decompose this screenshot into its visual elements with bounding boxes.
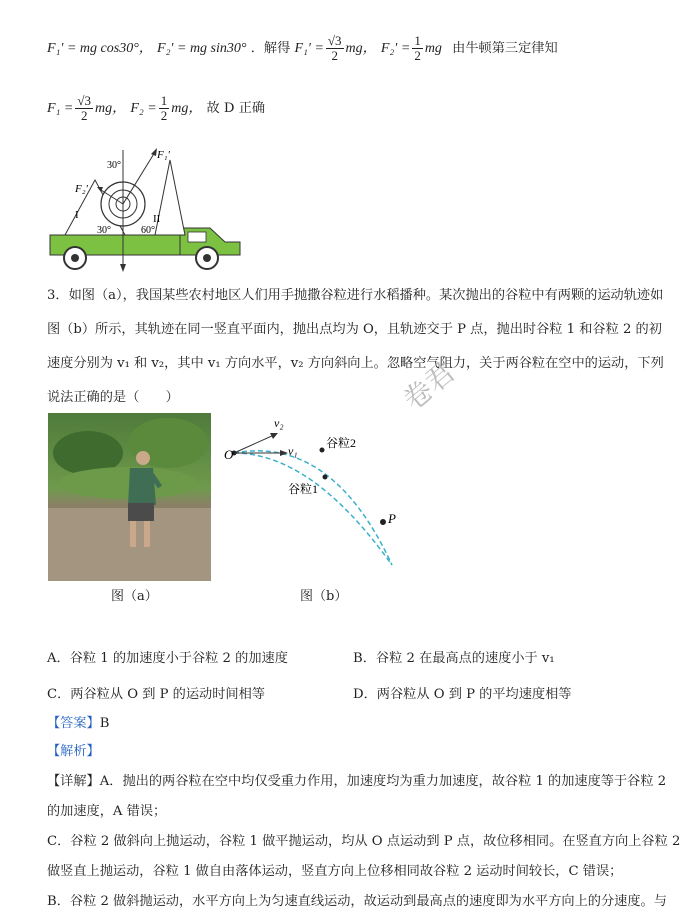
- detail-line-1: [47, 770, 666, 789]
- detail-p1: A．抛出的两谷粒在空中均仅受重力作用，加速度均为重力加速度，故谷粒 1 的加速度等于谷粒 2: [99, 774, 667, 789]
- watermark: 卷君: [396, 355, 462, 417]
- trajectory-grain-1: [234, 453, 392, 565]
- label-grain-2: 谷粒2: [326, 436, 357, 450]
- label-grain-1: 谷粒1: [288, 482, 319, 496]
- question-line-1: 3．如图（a），我国某些农村地区人们用手抛撒谷粒进行水稻播种。某次抛出的谷粒中有两颗的运动轨迹如: [47, 288, 664, 303]
- label-board-ii: II: [153, 213, 161, 225]
- fraction-sqrt3-over-2: $\frac{√3}{2}$: [327, 33, 342, 63]
- point-p: [380, 519, 386, 525]
- figure-b-caption: 图（b）: [300, 589, 348, 604]
- truck-figure: [45, 140, 255, 275]
- label-f2-prime: F₂′: [75, 183, 88, 195]
- question-line-2: 图（b）所示，其轨迹在同一竖直平面内，抛出点均为 O，且轨迹交于 P 点，抛出时谷粒 1 和谷粒 2 的初: [47, 322, 662, 337]
- detail-line-5: B．谷粒 2 做斜抛运动，水平方向上为匀速直线运动，故运动到最高点的速度即为水平方向上的分速度。与: [47, 894, 667, 909]
- figure-a-photo: [48, 413, 211, 581]
- solution-line-2: [47, 94, 265, 123]
- answer-label: 【答案】: [47, 716, 100, 731]
- answer-value: B: [99, 716, 110, 731]
- label-v2: v₂: [274, 416, 284, 430]
- figure-a-caption: 图（a）: [111, 589, 158, 604]
- angle-60: 60°: [141, 225, 155, 236]
- detail-line-3: C．谷粒 2 做斜向上抛运动，谷粒 1 做平抛运动，均从 O 点运动到 P 点，故位移相同。在竖直方向上谷粒 2: [47, 834, 681, 849]
- analysis-label: 【解析】: [47, 744, 100, 759]
- label-f1-prime: F₁′: [157, 149, 170, 161]
- option-d: D．两谷粒从 O 到 P 的平均速度相等: [353, 687, 572, 702]
- fraction-sqrt3-over-2: $\frac{√3}{2}$: [77, 93, 92, 123]
- angle-30-top: 30°: [107, 160, 121, 171]
- solution-line-1: [47, 34, 558, 63]
- label-o: O: [224, 447, 234, 462]
- solve-label: ．解得: [250, 41, 291, 56]
- option-c: C．两谷粒从 O 到 P 的运动时间相等: [47, 687, 265, 702]
- f2-prefix: F₂ =: [130, 101, 157, 116]
- result-f2-prefix: F₂′ =: [380, 41, 411, 56]
- option-a: A．谷粒 1 的加速度小于谷粒 2 的加速度: [47, 651, 288, 666]
- detail-tag: 【详解】: [47, 774, 100, 789]
- result-f1-suffix: mg，: [345, 41, 377, 56]
- label-v1: v₁: [288, 444, 298, 458]
- equation-f2-prime: F₂′ = mg sin30°: [157, 41, 247, 56]
- newton-third-law: 由牛顿第三定律知: [452, 41, 558, 56]
- equation-f1-prime: F₁′ = mg cos30°，: [47, 41, 153, 56]
- fraction-1-over-2: $\frac{1}{2}$: [160, 93, 168, 123]
- fraction-1-over-2: $\frac{1}{2}$: [414, 33, 421, 63]
- label-p: P: [388, 511, 396, 526]
- angle-30-bottom: 30°: [97, 225, 111, 236]
- detail-line-4: 做竖直上抛运动，谷粒 1 做自由落体运动，竖直方向上位移相同故谷粒 2 运动时间较长，C 错误；: [47, 864, 623, 879]
- result-f1-prefix: F₁′ =: [294, 41, 324, 56]
- f2-suffix: mg，: [171, 101, 203, 116]
- option-b: B．谷粒 2 在最高点的速度小于 v₁: [353, 651, 555, 666]
- trajectory-grain-2: [234, 451, 392, 565]
- detail-line-2: 的加速度，A 错误；: [47, 804, 167, 819]
- question-line-4: 说法正确的是（ ）: [47, 390, 179, 405]
- label-board-i: I: [75, 209, 79, 221]
- question-line-3: 速度分别为 v₁ 和 v₂，其中 v₁ 方向水平，v₂ 方向斜向上。忽略空气阻力，关于两谷粒在空中的运动，下列: [47, 356, 664, 371]
- conclusion-d: 故 D 正确: [206, 101, 266, 116]
- answer-line: [47, 712, 109, 731]
- figure-b-trajectories: [222, 405, 422, 575]
- result-f2-suffix: mg: [424, 41, 442, 56]
- f1-prefix: F₁ =: [47, 101, 74, 116]
- f1-suffix: mg，: [95, 101, 127, 116]
